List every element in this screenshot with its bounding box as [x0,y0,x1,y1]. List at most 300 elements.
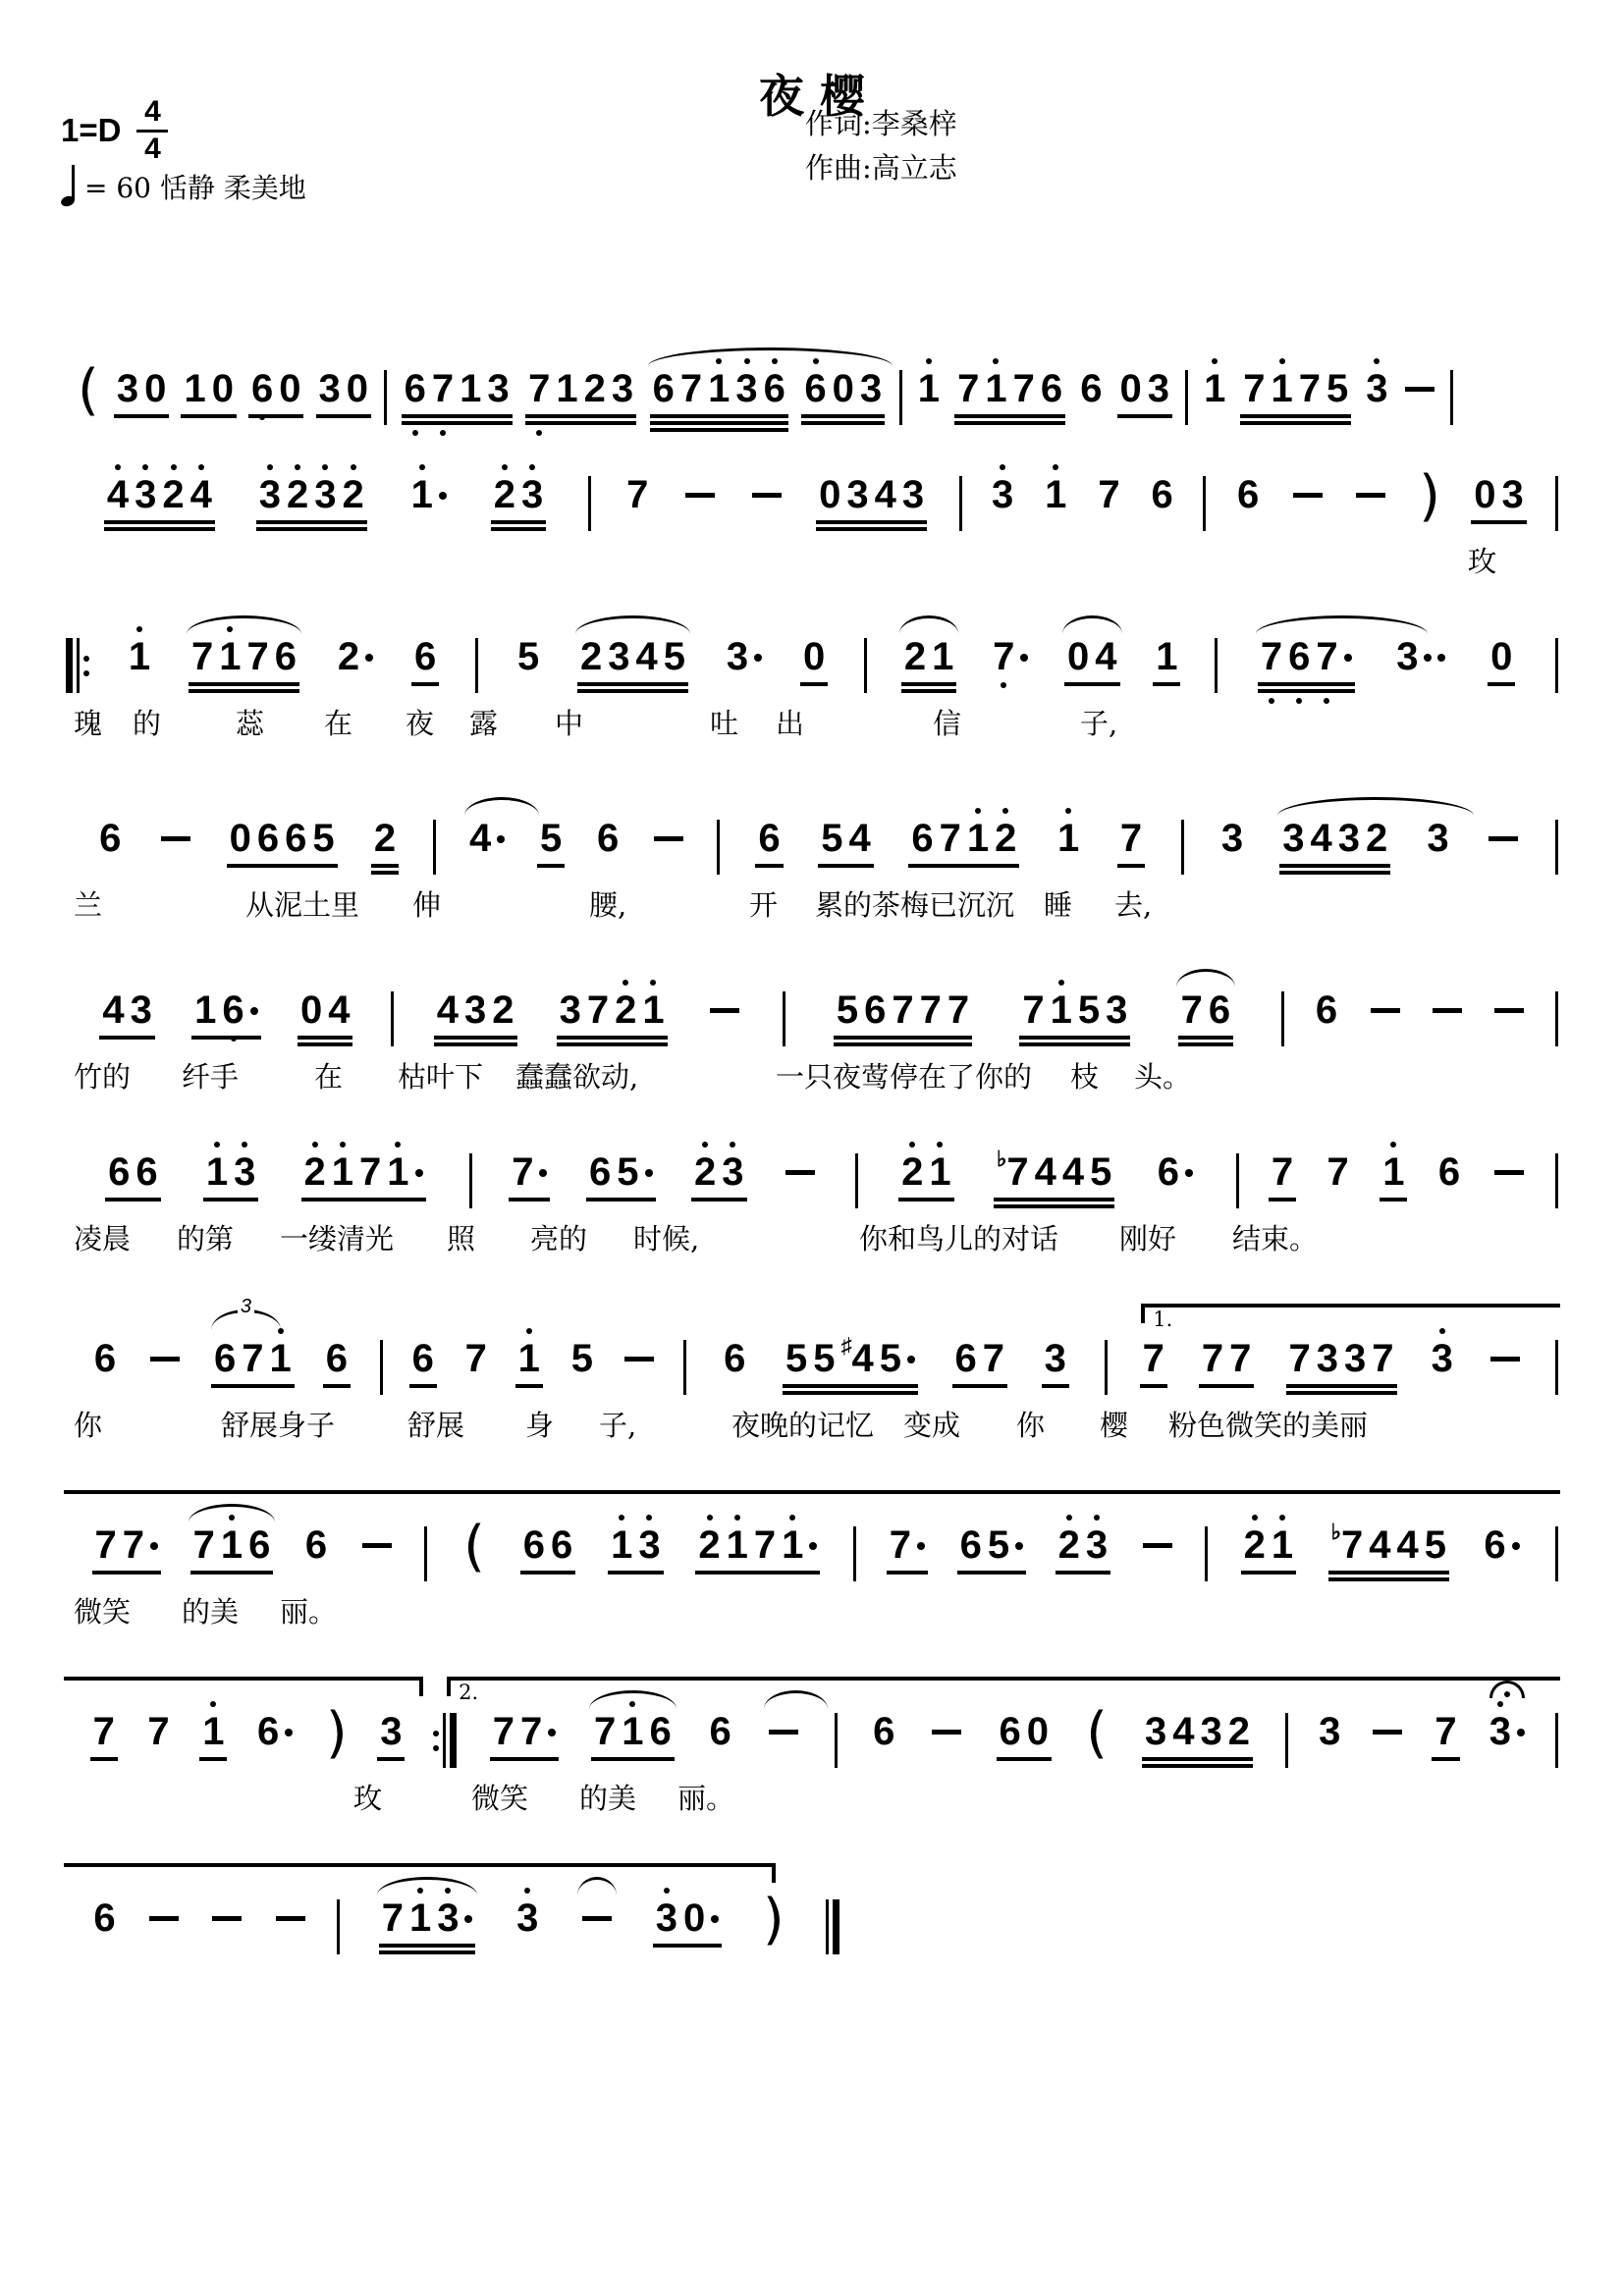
note-group [650,369,788,432]
repeat-dots [83,656,89,676]
dash-note [710,1008,739,1013]
measure [1286,990,1553,1030]
note-digit: 4 [635,635,658,678]
note-digit: 1 [966,817,990,860]
note-group [509,1152,550,1201]
note-cluster [1051,990,1072,1030]
note-cluster [382,1898,404,1938]
lyrics-row [64,1404,1560,1445]
note-cluster [1145,1712,1166,1751]
octave-dot-above [214,1142,220,1148]
dash-note [1494,1170,1524,1175]
note-cluster [78,358,99,422]
note-group [749,475,785,503]
note-digit: 7 [1340,1523,1364,1567]
note-cluster [411,475,433,514]
note-digit: 1 [985,367,1007,410]
barline-thin [1215,638,1218,693]
note-digit: 6 [413,635,437,678]
barline [1181,819,1184,876]
barline-thick [66,638,73,693]
note-digit: 7 [381,1896,404,1940]
note-group [371,819,399,875]
dash-note [161,836,190,841]
note-cluster [1120,369,1142,408]
barline [433,1712,457,1769]
barline-thin [826,1899,829,1954]
note-digit: 4 [1369,1523,1391,1567]
note-group [1258,637,1355,693]
note-digit: 2 [583,367,606,410]
note-digit: 1 [642,988,665,1032]
note-group [515,1339,543,1388]
note-digit: 3 [735,367,758,410]
note-cluster [162,475,184,514]
note-cluster [1369,1525,1390,1565]
lyric-syllable: 兰 [74,888,103,922]
note-group [490,1712,560,1761]
note-group [568,1339,596,1378]
barline-thin [1555,1153,1558,1208]
barline-thin [1181,820,1184,875]
note-digit: 7 [1180,988,1203,1032]
note-digit: 4 [106,473,130,516]
lyric-syllable: 微笑 [471,1782,529,1815]
note-cluster [1330,1520,1364,1567]
lyric-syllable: 的第 [177,1222,235,1255]
note-digit: 0 [211,367,234,410]
parenthesis: ( [78,358,99,422]
note-cluster [1272,1152,1293,1192]
note-cluster [1327,1152,1349,1192]
note-group [181,369,237,418]
octave-dot-above [529,464,535,470]
triplet-label: 3 [238,1296,254,1317]
note-cluster [102,990,124,1030]
measure [904,369,1184,425]
note-cluster [1424,637,1432,667]
note-cluster [270,1339,292,1378]
barline-thin [1236,1153,1239,1208]
note-group [379,1898,476,1954]
note-digit: 6 [1080,367,1103,410]
note-cluster [764,369,785,408]
note-digit: 5 [813,1337,836,1380]
note-group [1240,369,1351,425]
note-cluster [1057,819,1079,858]
note-digit: 5 [1090,1150,1112,1194]
note-cluster [622,1712,643,1751]
note-group [818,819,874,868]
augmentation-dot [439,492,447,500]
augmentation-dot [365,654,373,662]
note-cluster [276,1898,305,1926]
lyric-syllable: 信 [933,707,962,740]
note-cluster [1435,1712,1456,1751]
note-digit: 3 [380,1710,403,1753]
note-group [408,475,450,514]
note-group [298,990,353,1046]
note-group [691,1152,747,1201]
lyric-syllable: 的美 [579,1782,637,1815]
barline-thin [683,1340,686,1395]
note-digit: 0 [279,367,301,410]
note-cluster [782,1525,803,1565]
lyric-syllable: 一只夜莺停 [776,1060,919,1094]
note-cluster [319,369,341,408]
barline [959,475,962,532]
note-digit: 4 [848,817,871,860]
note-group [929,1712,964,1739]
note-cluster [1396,1525,1418,1565]
note-digit: 3 [1085,1523,1109,1567]
note-cluster [150,1339,180,1366]
note-cluster [251,369,273,408]
octave-dot-above [1279,358,1285,364]
note-digit: 2 [493,473,515,516]
note-digit: 4 [874,473,896,516]
octave-dot-above [1002,808,1008,814]
barline [1555,1339,1558,1396]
note-digit: 7 [957,367,980,410]
time-top: 4 [144,95,161,128]
note-digit: 7 [1098,473,1120,516]
lyric-syllable: 舒展 [407,1409,465,1442]
octave-dot-above [664,1888,670,1894]
barline [1450,369,1453,426]
barline [783,990,785,1047]
note-cluster [1035,1152,1056,1192]
note-cluster [131,990,152,1030]
note-group [1325,1152,1352,1192]
measure [1190,369,1448,425]
note-cluster [1062,1152,1084,1192]
note-group [1313,990,1340,1030]
measure [839,1701,1283,1768]
note-cluster [649,1712,671,1751]
barline-thin [337,1899,340,1954]
note-digit: 7 [1372,1337,1394,1380]
octave-dot-above [340,1142,346,1148]
note-group [651,819,686,846]
note-cluster [347,369,368,408]
lyric-syllable: 你 [74,1409,103,1442]
lyric-syllable: 粉色微笑的美丽 [1168,1409,1369,1442]
measure [64,819,431,875]
note-group [1328,1520,1449,1581]
volta-bracket [1141,1304,1560,1331]
parenthesis: ( [463,1515,485,1578]
lyric-syllable: 纤手 [182,1060,240,1094]
note-group [591,1712,675,1761]
note-group [203,1152,259,1201]
note-digit: 6 [274,635,297,678]
note-group [126,637,153,676]
augmentation-dot [464,1915,472,1923]
note-cluster [1484,1525,1505,1565]
note-cluster [758,819,780,858]
note-digit: 3 [1396,635,1419,678]
barline [1555,990,1558,1047]
barline-thin [1555,638,1558,693]
note-digit: 0 [832,367,854,410]
measure [459,1712,833,1761]
note-digit: 3 [135,473,157,516]
note-cluster [626,475,648,514]
slur-arc [575,615,690,634]
barline-thin [424,1526,427,1581]
slur-arc [1176,969,1236,988]
octave-dot-below [412,430,418,436]
note-cluster [1078,990,1100,1030]
measure [1290,1712,1553,1761]
note-digit: 6 [911,817,934,860]
note-digit: 1 [782,1523,804,1567]
note-cluster [517,637,539,676]
dash-note [149,1916,179,1921]
augmentation-dot [754,654,762,662]
note-group [834,990,972,1046]
note-digit: 6 [709,1710,731,1753]
note-digit: 6 [1151,473,1173,516]
note-cluster [1013,369,1035,408]
note-group [75,358,102,422]
note-digit: 2 [287,473,309,516]
dash-note [1371,1008,1400,1013]
note-digit: 3 [1344,1337,1367,1380]
note-cluster [940,819,961,858]
note-digit: 6 [1157,1150,1180,1194]
octave-dot-above [351,464,356,470]
note-digit: 7 [1243,367,1266,410]
note-digit: 3 [234,1150,256,1194]
note-cluster [1494,990,1524,1018]
note-digit: 7 [147,1710,170,1753]
lyric-syllable: 夜 [406,707,435,740]
barline [835,1712,838,1769]
barline [1281,990,1284,1047]
note-cluster [1106,990,1127,1030]
lyric-syllable: 瑰 [74,707,103,740]
octave-dot-above [1066,1515,1072,1521]
note-group [248,369,304,418]
barline [853,1525,856,1582]
lyric-syllable: 玫 [353,1782,383,1815]
augmentation-dot [150,1542,158,1550]
note-digit: 6 [214,1337,237,1380]
note-cluster [1316,637,1337,676]
note-cluster [409,1898,431,1938]
note-cluster [636,637,658,676]
measure [429,1515,851,1578]
note-digit: 0 [803,635,826,678]
note-cluster [414,637,436,676]
augmentation-dot [497,835,505,843]
note-digit: 7 [1022,988,1045,1032]
note-group [190,1525,274,1575]
note-cluster [129,637,150,676]
note-digit: 1 [622,1710,644,1753]
measure [1219,637,1553,693]
note-group [1153,637,1180,686]
note-cluster [123,1525,144,1565]
note-digit: 1 [184,367,206,410]
note-digit: 3 [1501,473,1524,516]
measure [64,1701,431,1765]
note-group [1491,1152,1527,1180]
note-digit: 0 [1067,635,1090,678]
quarter-note-icon [61,163,77,206]
note-digit: 7 [190,635,214,678]
octave-dot-above [1439,1328,1445,1334]
note-digit: 1 [932,635,954,678]
note-digit: 5 [663,635,686,678]
lyric-syllable: 蕊 [236,707,265,740]
note-cluster [1022,990,1044,1030]
lyric-syllable: 微笑 [74,1595,132,1629]
measure [1210,1520,1553,1581]
measure [722,819,1179,868]
note-cluster [735,369,757,408]
note-group [952,1339,1008,1388]
note-cluster [653,369,675,408]
octave-dot-above [772,358,778,364]
note-group [653,1898,723,1948]
note-group [957,1525,1027,1575]
note-digit: 5 [821,817,843,860]
note-digit: 3 [318,367,341,410]
note-group [1363,369,1390,408]
lyric-syllable: 丽。 [677,1782,735,1815]
octave-dot-above [210,1701,216,1707]
dash-note [150,1357,180,1362]
note-cluster [1228,1712,1250,1751]
lyrics-row [64,1777,1560,1818]
augmentation-dot [1015,1542,1023,1550]
note-group [594,819,622,858]
note-digit: 3 [638,1523,661,1567]
augmentation-dot [548,1729,556,1736]
barline [1185,369,1188,426]
octave-dot-above [267,464,273,470]
note-digit: 6 [864,988,887,1032]
note-cluster [920,990,942,1030]
note-digit: 2 [698,1523,721,1567]
octave-dot-below [536,430,542,436]
dash-note [624,1357,654,1362]
lyric-syllable: 睡 [1044,888,1073,922]
note-digit: 5 [987,1523,1010,1567]
note-cluster [250,990,258,1020]
lyric-syllable: 刚好 [1119,1222,1177,1255]
octave-dot-above [295,464,300,470]
dash-note [932,1730,961,1735]
note-digit: 3 [1489,1710,1511,1753]
note-cluster [1344,637,1352,667]
octave-dot-above [975,808,981,814]
octave-dot-above [278,1328,284,1334]
note-cluster [727,1525,748,1565]
note-digit: 5 [617,1150,639,1194]
dash-note [1293,493,1323,498]
note-cluster [1202,1339,1223,1378]
barline [1215,637,1218,694]
augmentation-dot [415,1169,423,1177]
note-digit: 3 [1200,1710,1222,1753]
lyric-syllable: 腰, [589,888,627,922]
note-digit: 4 [1061,1150,1085,1194]
note-digit: 3 [1220,817,1244,860]
note-group [1279,819,1390,875]
barline-thin [783,991,785,1046]
note-digit: 4 [1095,635,1117,678]
note-digit: 4 [436,988,460,1032]
note-digit: 5 [1326,367,1349,410]
music-system-verse-line-3 [64,955,1560,1096]
note-digit: 7 [1142,1337,1164,1380]
note-cluster [1317,1339,1338,1378]
note-cluster [437,990,459,1030]
note-group [96,819,124,858]
note-group [1393,637,1448,676]
key-label: 1=D [61,112,122,148]
note-cluster [615,990,636,1030]
note-digit: 3 [608,635,630,678]
octave-dot-above [227,626,233,632]
note-digit: 7 [593,1710,617,1753]
octave-dot-above [1212,358,1218,364]
barline [384,369,387,426]
note-cluster [880,1339,901,1378]
note-digit: 1 [1045,473,1067,516]
note-group [146,1898,182,1926]
measure [64,990,389,1046]
note-group [1142,1712,1253,1768]
note-digit: 1 [269,1337,292,1380]
note-digit: 3 [314,473,337,516]
note-digit: 4 [469,817,492,860]
note-digit: 7 [1326,1150,1349,1194]
octave-dot-above [716,358,722,364]
note-cluster [1272,369,1293,408]
parenthesis: ) [1419,464,1440,528]
note-digit: 4 [328,988,351,1032]
note-cluster [901,1152,923,1192]
note-cluster [1221,819,1243,858]
measure [474,1152,853,1201]
note-group [1199,1339,1255,1388]
note-group [227,819,338,868]
lyric-syllable: 的 [133,707,162,740]
measure [1110,1339,1553,1395]
note-cluster [202,1712,224,1751]
note-digit: 1 [929,1150,951,1194]
note-digit: 1 [1156,635,1178,678]
lyric-syllable: 子, [599,1409,637,1442]
note-group [898,1152,954,1201]
note-cluster [1152,475,1173,514]
note-digit: 7 [1298,367,1322,410]
note-group [1155,1152,1196,1192]
note-digit: 1 [219,635,242,678]
note-digit: 6 [108,1150,131,1194]
note-cluster [494,475,515,514]
note-digit: 3 [130,988,152,1032]
repeat-dot [83,670,89,676]
note-digit: 6 [1237,473,1260,516]
note-cluster [1489,819,1518,846]
note-group [90,1712,118,1761]
